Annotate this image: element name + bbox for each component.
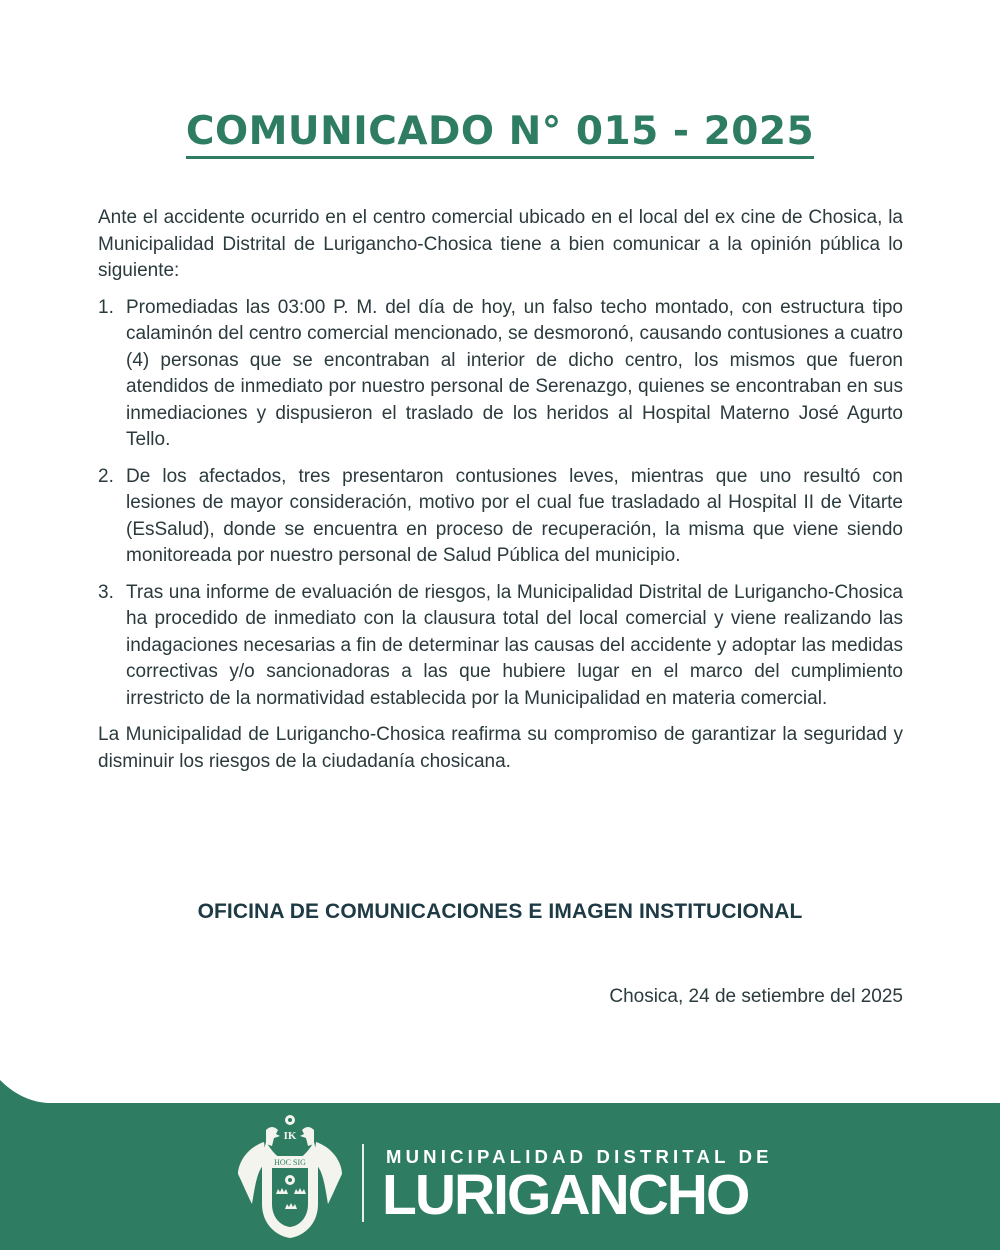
crest-ik-text: IK bbox=[283, 1130, 297, 1142]
closing-paragraph: La Municipalidad de Lurigancho-Chosica reafirma su compromiso de garantizar la seguridad y disminuir los riesgos de la ciudadanía chosicana. bbox=[98, 724, 903, 772]
list-number: 2. bbox=[98, 465, 114, 487]
org-name-line1: MUNICIPALIDAD DISTRITAL DE bbox=[386, 1146, 773, 1167]
document-body bbox=[98, 205, 903, 785]
list-number: 1. bbox=[98, 296, 114, 318]
list-number: 3. bbox=[98, 581, 114, 603]
footer-divider bbox=[362, 1144, 364, 1222]
list-item-text: Tras una informe de evaluación de riesgos, la Municipalidad Distrital de Lurigancho-Chosica ha procedido de inmediato con la clausura total del local comercial y viene realizando las indagaciones necesarias a fin de determinar las causas del accidente y adoptar las medidas correctivas y/o sancionadoras a las que hubiere lugar en el marco del cumplimiento irrestricto de la normatividad establecida por la Municipalidad en materia comercial. bbox=[126, 581, 903, 709]
page-title: COMUNICADO N° 015 - 2025 bbox=[186, 108, 814, 159]
list-item bbox=[98, 295, 903, 454]
list-item bbox=[98, 464, 903, 570]
title-container bbox=[0, 108, 1000, 159]
office-signature: OFICINA DE COMUNICACIONES E IMAGEN INSTITUCIONAL bbox=[197, 900, 803, 923]
org-name-line2: LURIGANCHO bbox=[382, 1163, 749, 1227]
intro-paragraph: Ante el accidente ocurrido en el centro comercial ubicado en el local del ex cine de Chosica, la Municipalidad Distrital de Lurigancho-Chosica tiene a bien comunicar a la opinión pública lo siguiente: bbox=[98, 207, 903, 281]
date-line: Chosica, 24 de setiembre del 2025 bbox=[609, 986, 903, 1007]
coat-of-arms-icon bbox=[236, 1112, 344, 1240]
numbered-list bbox=[98, 295, 903, 713]
list-item bbox=[98, 580, 903, 713]
svg-text:HOC SIG: HOC SIG bbox=[274, 1158, 306, 1167]
list-item-text: De los afectados, tres presentaron contusiones leves, mientras que uno resultó con lesiones de mayor consideración, motivo por el cual fue trasladado al Hospital II de Vitarte (EsSalud), donde se encuentra en proceso de recuperación, la misma que viene siendo monitoreada por nuestro personal de Salud Pública del municipio. bbox=[126, 465, 903, 566]
list-item-text: Promediadas las 03:00 P. M. del día de hoy, un falso techo montado, con estructura tipo calaminón del centro comercial mencionado, se desmoronó, causando contusiones a cuatro (4) personas que se encontraban al interior de dicho centro, los mismos que fueron atendidos de inmediato por nuestro personal de Serenazgo, quienes se encontraban en sus inmediaciones y dispusieron el traslado de los heridos al Hospital Materno José Agurto Tello. bbox=[126, 296, 903, 450]
